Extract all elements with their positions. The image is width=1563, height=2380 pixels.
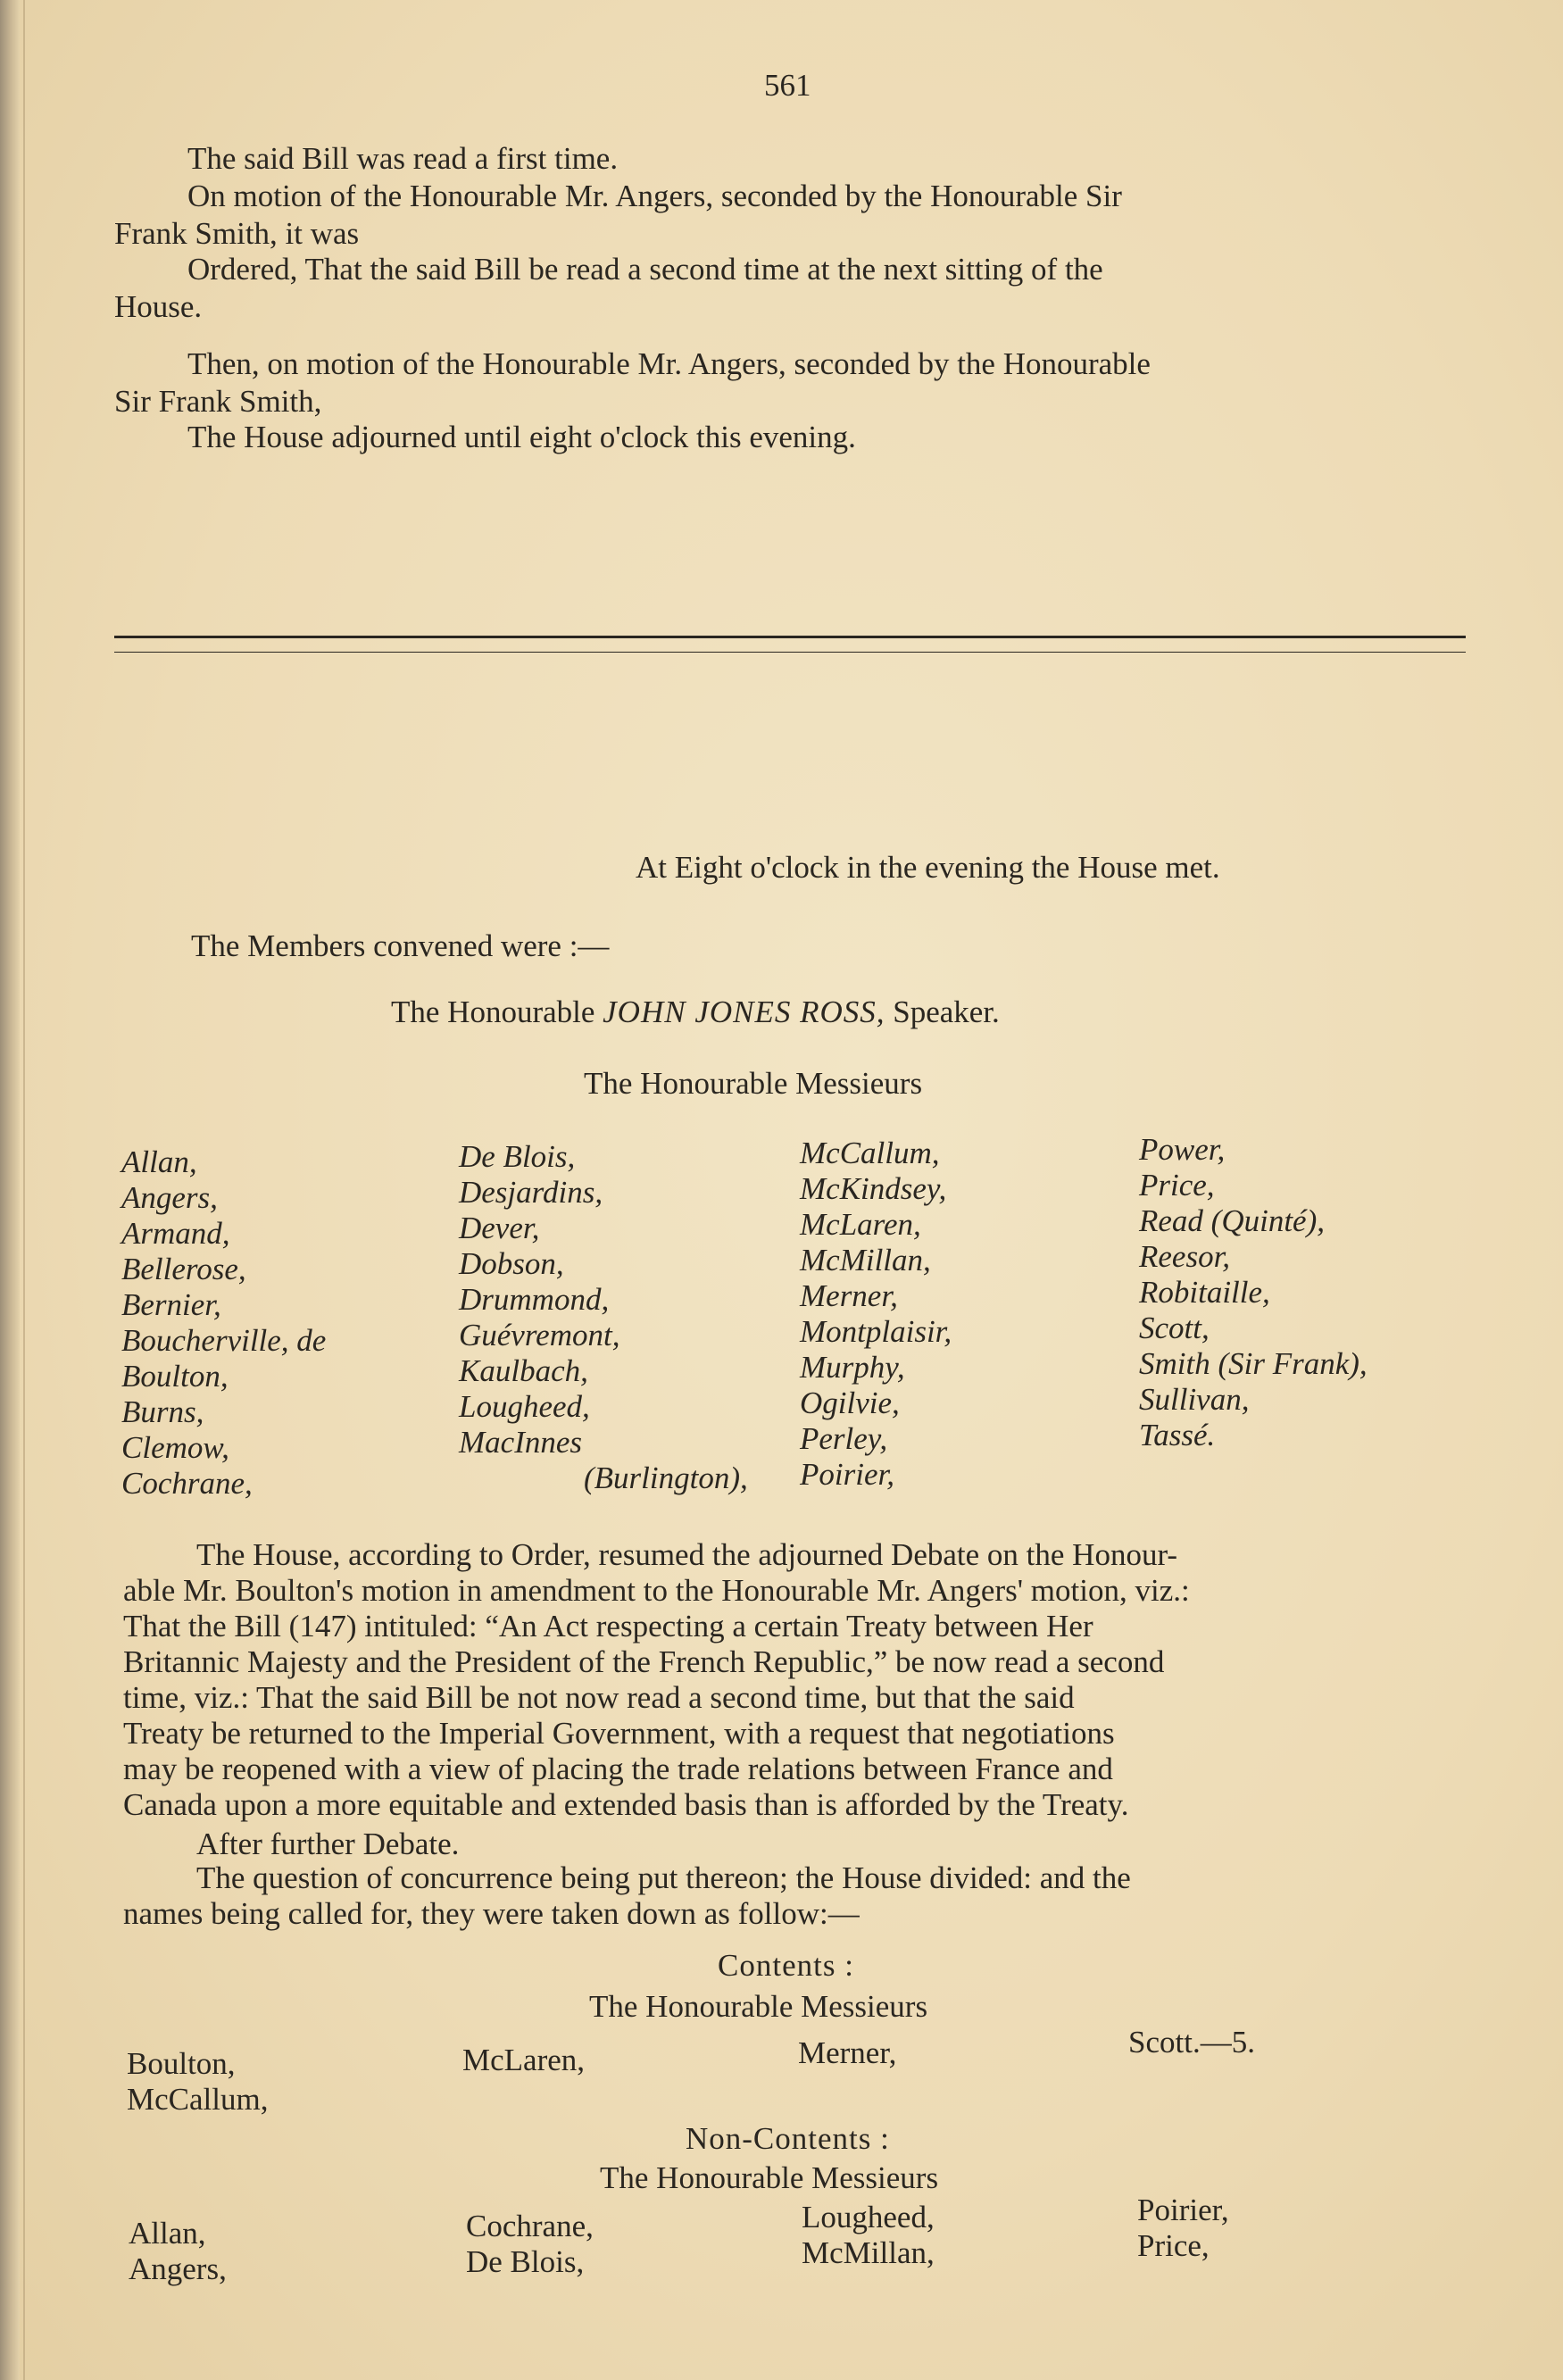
contents-heading: Contents : xyxy=(718,1948,854,1983)
opening-line-5: The House adjourned until eight o'clock this evening. xyxy=(187,420,856,454)
member-name: Angers, xyxy=(121,1180,218,1215)
opening-line-3b: House. xyxy=(114,289,203,324)
member-name: Bernier, xyxy=(121,1287,221,1322)
after-debate-line: After further Debate. xyxy=(196,1827,460,1861)
member-name: Smith (Sir Frank), xyxy=(1139,1346,1368,1381)
debate-line-2: able Mr. Boulton's motion in amendment to the Honourable Mr. Angers' motion, viz.: xyxy=(123,1573,1190,1608)
member-name: Price, xyxy=(1139,1168,1215,1202)
member-name: Scott, xyxy=(1139,1311,1210,1345)
debate-line-1: The House, according to Order, resumed the adjourned Debate on the Honour- xyxy=(196,1537,1178,1572)
member-name: Boucherville, de xyxy=(121,1323,327,1358)
non-contents-messieurs: The Honourable Messieurs xyxy=(600,2160,939,2195)
contents-column-1 xyxy=(127,2046,268,2118)
member-name: Boulton, xyxy=(121,1359,229,1394)
member-name: Perley, xyxy=(800,1421,888,1456)
non-contents-column-2 xyxy=(466,2209,594,2280)
member-name: Allan, xyxy=(129,2216,206,2251)
member-name: Dobson, xyxy=(459,1246,564,1281)
member-name: Murphy, xyxy=(800,1350,905,1385)
opening-line-2a-text: On motion of the Honourable Mr. Angers, seconded by the Honourable Sir xyxy=(187,179,1122,213)
opening-line-3a: Ordered, That the said Bill be read a second time at the next sitting of the xyxy=(187,252,1103,287)
member-name: McKindsey, xyxy=(800,1171,947,1206)
member-name: Tassé. xyxy=(1139,1418,1216,1452)
member-name: Reesor, xyxy=(1139,1239,1231,1274)
member-name: MacInnes xyxy=(459,1425,583,1460)
member-name: Bellerose, xyxy=(121,1252,246,1286)
member-name: Power, xyxy=(1139,1132,1226,1167)
member-name: Robitaille, xyxy=(1139,1275,1270,1310)
contents-column-4 xyxy=(1128,2025,1255,2060)
house-met-line: At Eight o'clock in the evening the House met. xyxy=(636,850,1220,885)
debate-line-6: Treaty be returned to the Imperial Government, with a request that negotiations xyxy=(123,1716,1115,1751)
member-name: McLaren, xyxy=(462,2043,586,2077)
member-name: Burns, xyxy=(121,1394,204,1429)
member-name: Armand, xyxy=(121,1216,230,1251)
question-line-a: The question of concurrence being put thereon; the House divided: and the xyxy=(196,1860,1131,1895)
page-binding xyxy=(0,0,20,2380)
members-column-3 xyxy=(800,1136,952,1493)
members-column-2 xyxy=(459,1139,619,1460)
speaker-title: Speaker. xyxy=(893,994,1000,1029)
member-name: Lougheed, xyxy=(802,2200,935,2234)
section-rule-thin xyxy=(114,652,1466,653)
member-name: De Blois, xyxy=(459,1139,576,1174)
messieurs-heading: The Honourable Messieurs xyxy=(584,1066,923,1101)
opening-line-2b: Frank Smith, it was xyxy=(114,216,360,251)
member-name: De Blois, xyxy=(466,2244,585,2279)
non-contents-column-3 xyxy=(802,2200,935,2271)
opening-line-4a: Then, on motion of the Honourable Mr. Angers, seconded by the Honourable xyxy=(187,346,1151,381)
member-name: Poirier, xyxy=(1137,2193,1229,2227)
member-name: Scott.—5. xyxy=(1128,2025,1255,2060)
member-name-continued: (Burlington), xyxy=(584,1460,748,1495)
member-name: Ogilvie, xyxy=(800,1386,900,1420)
member-name: McMillan, xyxy=(802,2235,935,2270)
debate-line-3: That the Bill (147) intituled: “An Act respecting a certain Treaty between Her xyxy=(123,1609,1093,1644)
members-column-4 xyxy=(1139,1132,1368,1453)
speaker-name: JOHN JONES ROSS, xyxy=(603,994,885,1029)
speaker-line xyxy=(391,994,1000,1030)
opening-line-4b: Sir Frank Smith, xyxy=(114,384,322,419)
member-name: Cochrane, xyxy=(466,2209,594,2243)
member-name: Guévremont, xyxy=(459,1318,620,1352)
binding-edge xyxy=(23,0,25,2380)
member-name: McLaren, xyxy=(800,1207,921,1242)
debate-line-7: may be reopened with a view of placing the trade relations between France and xyxy=(123,1752,1113,1786)
member-name: Drummond, xyxy=(459,1282,610,1317)
opening-line-2a xyxy=(187,179,1464,214)
section-rule-thick xyxy=(114,636,1466,638)
member-name: Price, xyxy=(1137,2228,1210,2263)
members-convened-line: The Members convened were :— xyxy=(191,928,610,963)
debate-line-4: Britannic Majesty and the President of the French Republic,” be now read a second xyxy=(123,1644,1165,1679)
member-name: Boulton, xyxy=(127,2046,236,2081)
member-name: Angers, xyxy=(129,2251,227,2286)
member-name: Clemow, xyxy=(121,1430,229,1465)
non-contents-column-1 xyxy=(129,2216,227,2287)
member-name: Allan, xyxy=(121,1144,197,1179)
contents-column-2 xyxy=(462,2043,585,2078)
member-name: Cochrane, xyxy=(121,1466,253,1501)
member-name: McMillan, xyxy=(800,1243,931,1277)
members-column-1 xyxy=(121,1144,326,1502)
member-name: Desjardins, xyxy=(459,1175,603,1210)
member-name: Lougheed, xyxy=(459,1389,590,1424)
member-name: Sullivan, xyxy=(1139,1382,1250,1417)
page-number: 561 xyxy=(764,68,811,103)
question-line-b: names being called for, they were taken down as follow:— xyxy=(123,1896,860,1931)
debate-line-8: Canada upon a more equitable and extended basis than is afforded by the Treaty. xyxy=(123,1787,1129,1822)
member-name: Kaulbach, xyxy=(459,1353,588,1388)
non-contents-column-4 xyxy=(1137,2193,1229,2264)
member-name: Montplaisir, xyxy=(800,1314,952,1349)
non-contents-heading: Non-Contents : xyxy=(686,2121,890,2156)
contents-column-3 xyxy=(798,2035,896,2071)
member-name: McCallum, xyxy=(127,2082,269,2117)
member-name: Dever, xyxy=(459,1211,540,1245)
opening-line-1: The said Bill was read a first time. xyxy=(187,141,619,176)
member-name: Merner, xyxy=(798,2035,897,2070)
debate-line-5: time, viz.: That the said Bill be not now read a second time, but that the said xyxy=(123,1680,1075,1715)
member-name: Poirier, xyxy=(800,1457,894,1492)
member-name: Read (Quinté), xyxy=(1139,1203,1325,1238)
contents-messieurs: The Honourable Messieurs xyxy=(589,1989,928,2024)
member-name: Merner, xyxy=(800,1278,898,1313)
member-name: McCallum, xyxy=(800,1136,940,1170)
speaker-prefix: The Honourable xyxy=(391,994,595,1029)
